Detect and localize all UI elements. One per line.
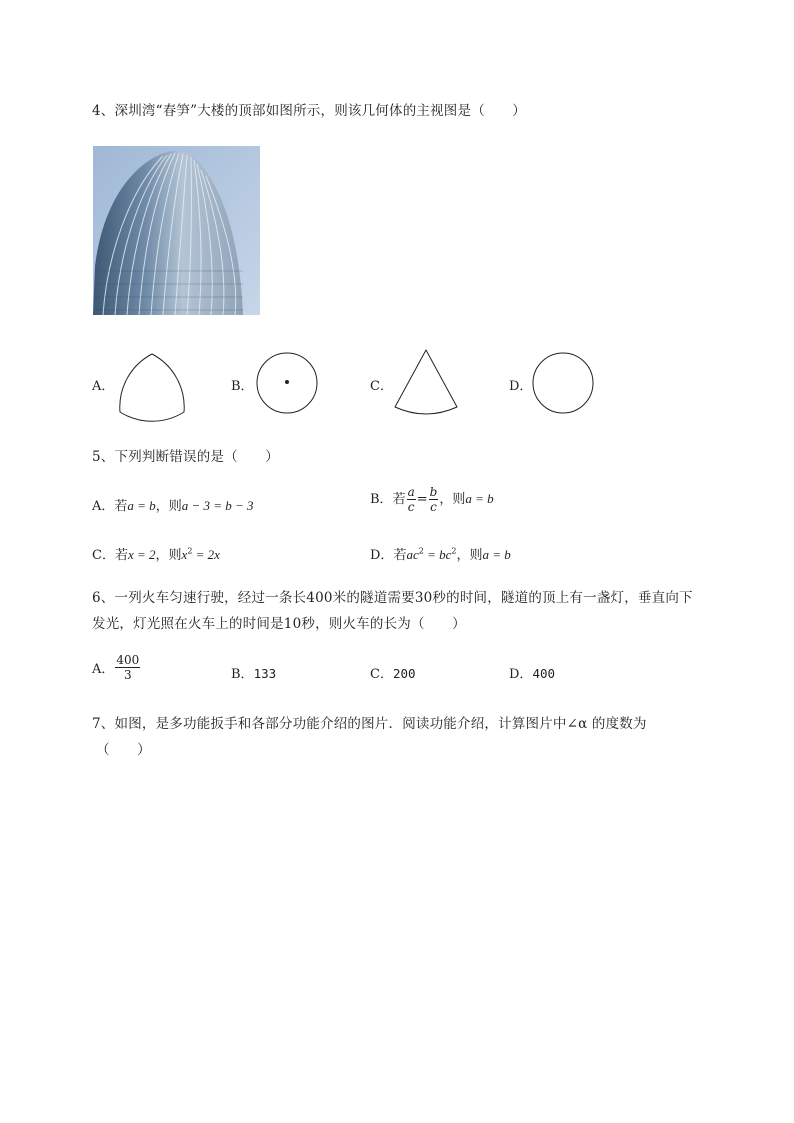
fraction-denominator: 3	[124, 668, 132, 682]
q5-option-c	[92, 544, 220, 563]
condition-formula: x = 2	[127, 547, 156, 562]
circle-figure	[532, 352, 594, 414]
lhs-base: ac	[406, 547, 419, 562]
equals-sign: =	[416, 492, 428, 507]
word-then: ，则	[439, 492, 466, 507]
word-if: 若	[114, 499, 128, 514]
q6-option-b	[231, 663, 276, 682]
cone-figure	[393, 349, 459, 417]
fraction-numerator: 400	[116, 653, 140, 667]
option-letter: A．	[92, 662, 115, 677]
q4-option-a-label: A．	[92, 379, 115, 394]
rhs-exponent: 2	[451, 546, 457, 556]
fraction-400-over-3	[115, 654, 140, 681]
fraction-numerator: a	[407, 485, 415, 499]
question-7-stem-line-1: 7、如图，是多功能扳手和各部分功能介绍的图片．阅读功能介绍，计算图片中∠α 的度数为	[92, 716, 647, 732]
option-letter: D．	[370, 548, 394, 563]
option-letter: B．	[370, 492, 393, 507]
q4-option-b-label: B．	[231, 379, 254, 394]
conclusion-formula: a = b	[482, 547, 511, 562]
word-then: ，则	[155, 548, 182, 563]
q5-option-a	[92, 495, 254, 514]
reuleaux-triangle-figure	[118, 352, 186, 414]
question-7-stem-line-2: （ ）	[96, 742, 151, 758]
tower-photo	[93, 146, 260, 315]
fraction-a-over-c	[407, 486, 416, 513]
word-if: 若	[393, 548, 407, 563]
q5-option-b	[370, 486, 494, 513]
question-4-stem: 4、深圳湾“春笋”大楼的顶部如图所示，则该几何体的主视图是（ ）	[92, 103, 526, 119]
condition-formula: a = b	[127, 498, 156, 513]
option-letter: B．	[231, 667, 254, 682]
word-then: ，则	[456, 548, 483, 563]
equals-sign: =	[423, 547, 440, 562]
option-letter: A．	[92, 499, 115, 514]
q6-option-c	[370, 663, 416, 682]
option-letter: C．	[92, 548, 115, 563]
q6-option-a	[92, 654, 141, 681]
rhs-base: bc	[439, 547, 452, 562]
q5-option-d	[370, 544, 511, 563]
word-if: 若	[392, 492, 406, 507]
q6-option-d	[509, 663, 555, 682]
option-letter: C．	[370, 667, 393, 682]
conclusion-formula: a = b	[465, 491, 494, 506]
conclusion-base: x	[181, 547, 188, 562]
fraction-b-over-c	[429, 486, 439, 513]
question-6-stem-line-2: 发光，灯光照在火车上的时间是10秒，则火车的长为（ ）	[92, 616, 466, 632]
conclusion-formula: a − 3 = b − 3	[181, 498, 254, 513]
option-letter: D．	[509, 667, 533, 682]
option-value: 400	[532, 666, 556, 681]
circle-with-center-dot-figure	[256, 352, 318, 414]
word-if: 若	[114, 548, 128, 563]
conclusion-rest: = 2x	[192, 547, 220, 562]
option-value: 133	[253, 666, 277, 681]
question-6-stem-line-1: 6、一列火车匀速行驶，经过一条长400米的隧道需要30秒的时间，隧道的顶上有一盏灯，垂直向下	[92, 590, 693, 606]
fraction-denominator: c	[430, 500, 437, 514]
q4-option-d-label: D．	[509, 379, 533, 394]
option-value: 200	[392, 666, 416, 681]
lhs-exponent: 2	[418, 546, 424, 556]
conclusion-exponent: 2	[187, 546, 193, 556]
q4-option-c-label: C．	[370, 379, 393, 394]
question-5-stem: 5、下列判断错误的是（ ）	[92, 449, 279, 465]
word-then: ，则	[155, 499, 182, 514]
fraction-numerator: b	[429, 485, 438, 499]
fraction-denominator: c	[407, 500, 415, 514]
